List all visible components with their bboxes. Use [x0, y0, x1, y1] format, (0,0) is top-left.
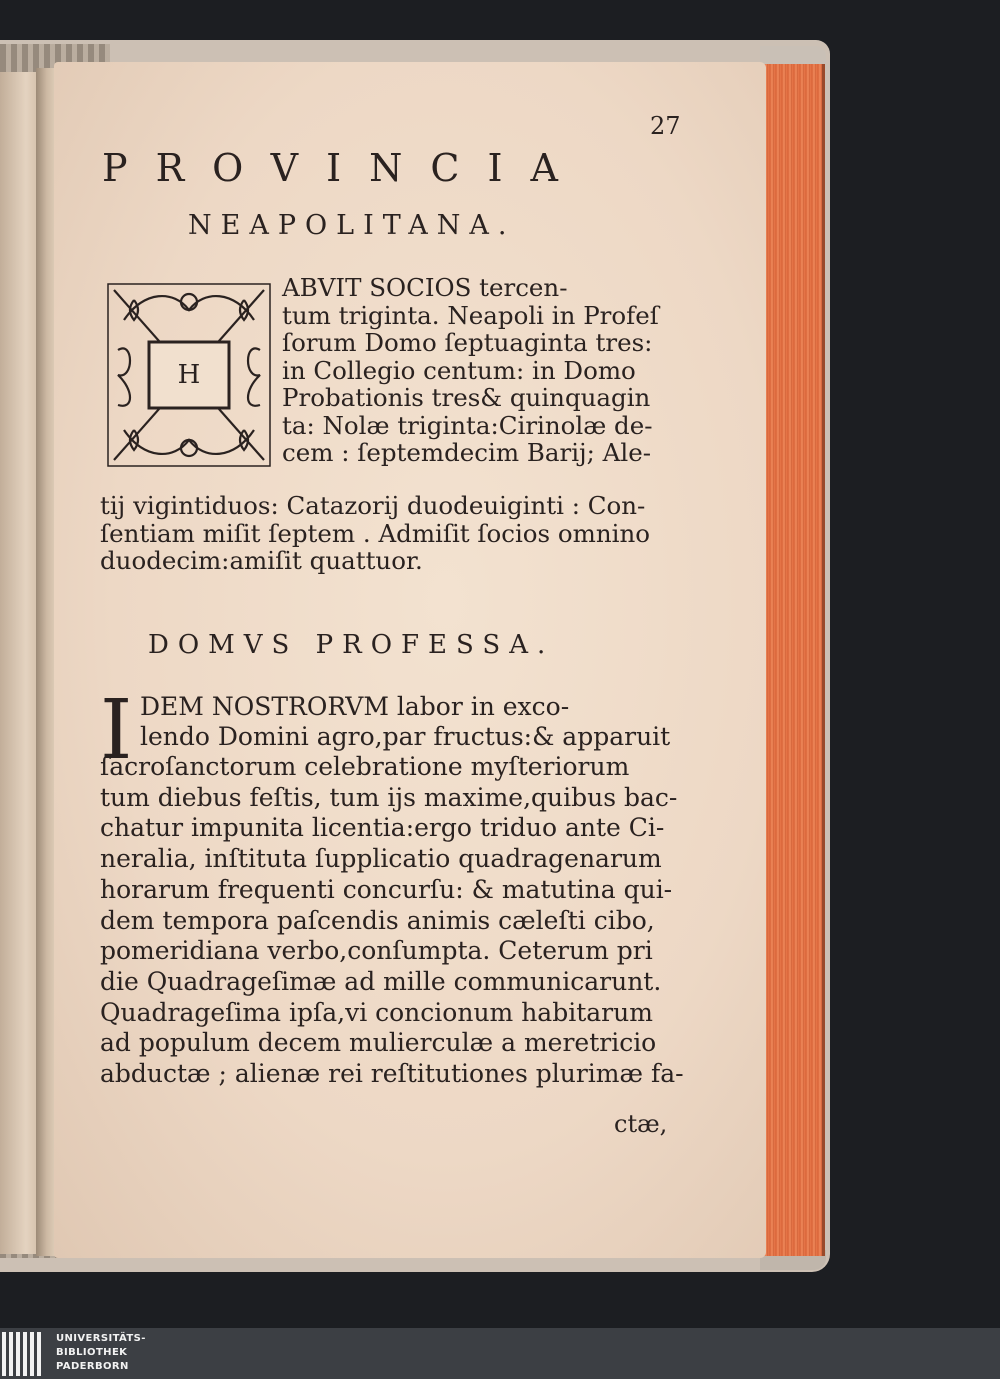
page-fore-edge	[762, 64, 825, 1256]
text-line: tum triginta. Neapoli in Profeſ	[282, 300, 659, 330]
text-line: dem tempora paſcendis animis cæleſti cibo,	[100, 905, 655, 935]
text-line: ſorum Domo ſeptuaginta tres:	[282, 328, 653, 357]
page-number: 27	[650, 112, 681, 140]
decorated-initial	[104, 280, 274, 470]
paragraph-1	[282, 274, 659, 467]
text-line: ABVIT SOCIOS tercen-	[282, 273, 568, 302]
library-logo-icon	[0, 1332, 42, 1376]
text-line: ſentiam miſit ſeptem . Admiſit ſocios omnino	[100, 518, 651, 548]
text-line: Quadrageſima ipſa,vi concionum habitarum	[100, 997, 653, 1027]
text-line: cem : ſeptemdecim Barij; Ale-	[282, 438, 651, 467]
paragraph-2	[100, 752, 684, 1090]
library-name-line: UNIVERSITÄTS-	[56, 1333, 146, 1344]
left-page-edge	[0, 72, 40, 1254]
text-line: lendo Domini agro,par fructus:& apparuit	[140, 722, 671, 751]
text-line: duodecim:amiſit quattuor.	[100, 546, 423, 575]
text-line: abductæ ; alienæ rei reſtitutiones plurimæ fa-	[100, 1059, 684, 1089]
text-line: ad populum decem mulierculæ a meretricio	[100, 1028, 657, 1058]
paragraph-2-indented	[140, 692, 670, 752]
text-line: die Quadrageſimæ ad mille communicarunt.	[100, 966, 662, 996]
text-line: chatur impunita licentia:ergo triduo ante Ci-	[100, 813, 665, 843]
section-heading: DOMVS PROFESSA.	[148, 630, 555, 660]
text-line: ta: Nolæ triginta:Cirinolæ de-	[282, 410, 653, 440]
page-title: PROVINCIA	[102, 146, 586, 190]
catchword: ctæ,	[614, 1110, 668, 1138]
text-line: DEM NOSTRORVM labor in exco-	[140, 692, 570, 721]
text-line: neralia, inſtituta ſupplicatio quadragenarum	[100, 844, 662, 874]
paragraph-1-continuation	[100, 492, 650, 575]
text-line: pomeridiana verbo,conſumpta. Ceterum pri	[100, 936, 653, 966]
library-name-line: BIBLIOTHEK	[56, 1347, 128, 1358]
text-line: in Collegio centum: in Domo	[282, 355, 636, 385]
page-subtitle: NEAPOLITANA.	[188, 210, 516, 241]
library-footer	[0, 1328, 1000, 1379]
text-line: tum diebus feſtis, tum ijs maxime,quibus bac-	[100, 782, 678, 812]
library-name	[56, 1332, 146, 1374]
text-line: horarum frequenti concurſu: & matutina qui-	[100, 874, 673, 904]
text-line: ſacroſanctorum celebratione myſteriorum	[100, 752, 630, 781]
paragraph-2-initial: I	[100, 683, 133, 778]
library-name-line: PADERBORN	[56, 1361, 129, 1372]
text-line: Probationis tres& quinquagin	[282, 383, 651, 412]
text-line: tij vigintiduos: Catazorij duodeuiginti : Con-	[100, 491, 646, 520]
initial-letter: H	[177, 360, 201, 390]
